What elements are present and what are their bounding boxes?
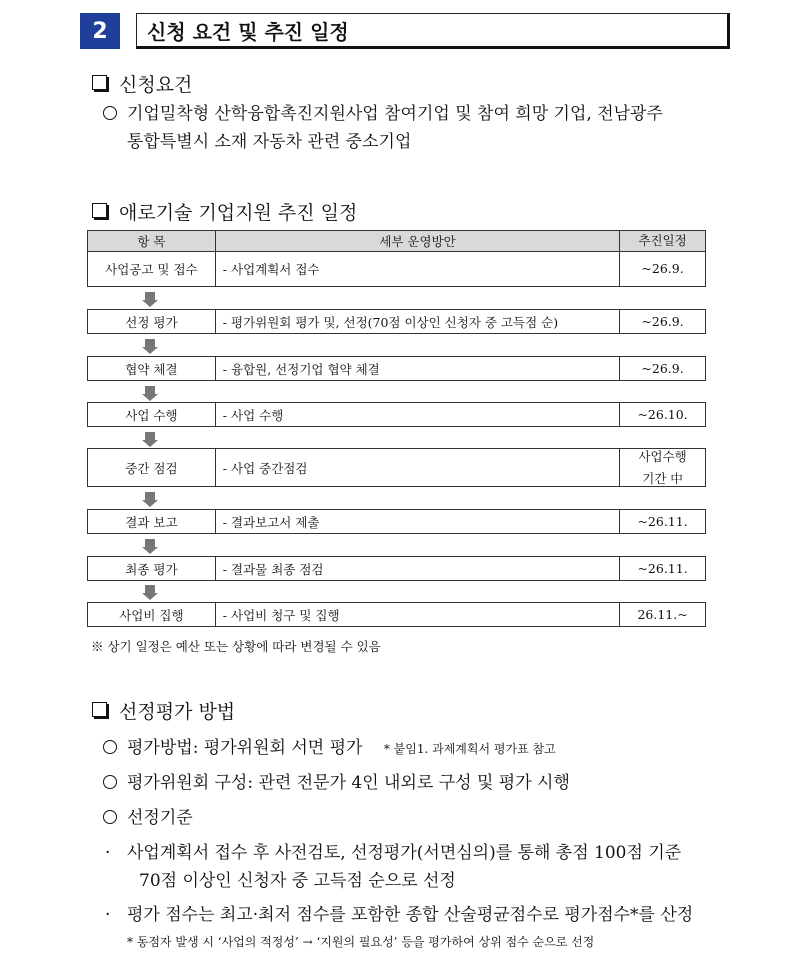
- schedule-note: ※ 상기 일정은 예산 또는 상황에 따라 변경될 수 있음: [91, 639, 381, 654]
- circle-bullet-icon: [103, 740, 117, 754]
- criteria-bullet-2: · 평가 점수는 최고·최저 점수를 포함한 종합 산술평균점수로 평가점수*를 산정: [105, 905, 694, 925]
- down-arrow-icon: [142, 585, 158, 601]
- down-arrow-icon: [142, 492, 158, 508]
- section-title: 신청 요건 및 추진 일정: [136, 13, 730, 49]
- table-row: 협약 체결 - 융합원, 선정기업 협약 체결 ~26.9.: [87, 356, 706, 381]
- down-arrow-icon: [142, 339, 158, 355]
- table-row: 사업공고 및 접수 - 사업계획서 접수 ~26.9.: [87, 251, 706, 287]
- heading-evaluation: 선정평가 방법: [92, 697, 235, 724]
- header-item: 항 목: [88, 231, 216, 251]
- circle-bullet-icon: [103, 775, 117, 789]
- section-title-bar: [80, 13, 721, 49]
- table-row: 결과 보고 - 결과보고서 제출 ~26.11.: [87, 509, 706, 534]
- heading-requirements: 신청요건: [92, 70, 192, 97]
- table-row: 중간 점검 - 사업 중간점검 사업수행 기간 中: [87, 448, 706, 487]
- circle-bullet-icon: [103, 810, 117, 824]
- down-arrow-icon: [142, 539, 158, 555]
- table-row: 최종 평가 - 결과물 최종 점검 ~26.11.: [87, 556, 706, 581]
- circle-bullet-icon: [103, 106, 117, 120]
- requirements-paragraph: 기업밀착형 산학융합촉진지원사업 참여기업 및 참여 희망 기업, 전남광주 통합특별시 소재 자동차 관련 중소기업: [103, 100, 663, 156]
- criteria-bullet-1: · 사업계획서 접수 후 사전검토, 선정평가(서면심의)를 통해 총점 100점 기준 70점 이상인 신청자 중 고득점 순으로 선정: [105, 843, 682, 891]
- checkbox-square-icon: [92, 702, 107, 717]
- table-row: 선정 평가 - 평가위원회 평가 및, 선정(70점 이상인 신청자 중 고득점 순) ~26.9.: [87, 309, 706, 334]
- heading-schedule: 애로기술 기업지원 추진 일정: [92, 198, 357, 225]
- criteria-title: 선정기준: [103, 804, 193, 832]
- header-date: 추진일정: [638, 233, 687, 248]
- down-arrow-icon: [142, 386, 158, 402]
- header-detail: 세부 운영방안: [216, 231, 620, 251]
- table-header-row: [87, 230, 706, 252]
- table-row: 사업 수행 - 사업 수행 ~26.10.: [87, 402, 706, 427]
- evaluation-method: 평가방법: 평가위원회 서면 평가 * 붙임1. 과제계획서 평가표 참고: [103, 734, 556, 763]
- evaluation-committee: 평가위원회 구성: 관련 전문가 4인 내외로 구성 및 평가 시행: [103, 769, 570, 797]
- table-row: 사업비 집행 - 사업비 청구 및 집행 26.11.~: [87, 602, 706, 627]
- checkbox-square-icon: [92, 203, 107, 218]
- down-arrow-icon: [142, 292, 158, 308]
- tie-break-note: * 동점자 발생 시 ‘사업의 적정성’ → ‘지원의 필요성’ 등을 평가하여 상위 점수 순으로 선정: [127, 935, 595, 949]
- checkbox-square-icon: [92, 75, 107, 90]
- section-number-badge: 2: [80, 13, 120, 49]
- down-arrow-icon: [142, 432, 158, 448]
